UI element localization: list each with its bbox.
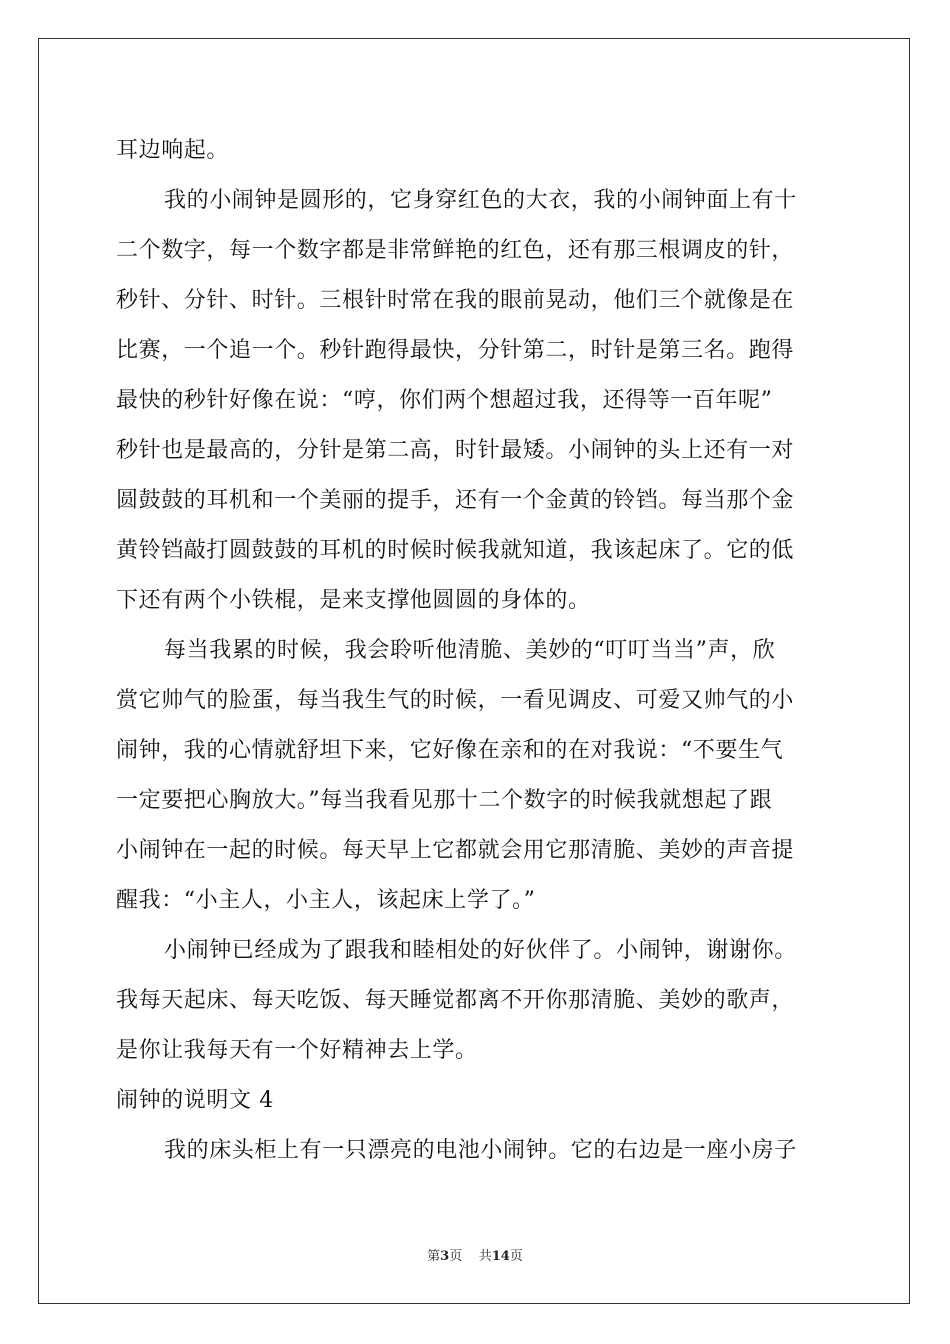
page-suffix: 页 (449, 1249, 463, 1264)
total-prefix: 共 (478, 1249, 492, 1264)
paragraph-line: 秒针、分针、时针。三根针时常在我的眼前晃动，他们三个就像是在 (116, 288, 795, 313)
paragraph-line: 我的小闹钟是圆形的，它身穿红色的大衣，我的小闹钟面上有十 (164, 188, 797, 213)
paragraph-line: 我每天起床、每天吃饭、每天睡觉都离不开你那清脆、美妙的歌声， (116, 988, 795, 1013)
paragraph-line: 每当我累的时候，我会聆听他清脆、美妙的“叮叮当当”声，欣 (164, 638, 776, 663)
paragraph-line: 秒针也是最高的，分针是第二高，时针最矮。小闹钟的头上还有一对 (116, 438, 795, 463)
paragraph-line: 下还有两个小铁棍，是来支撑他圆圆的身体的。 (116, 588, 591, 613)
page-number: 3 (440, 1249, 450, 1264)
paragraph-line: 醒我：“小主人，小主人，该起床上学了。” (116, 888, 536, 913)
total-pages: 14 (491, 1249, 510, 1264)
paragraph-line: 小闹钟在一起的时候。每天早上它都就会用它那清脆、美妙的声音提 (116, 838, 795, 863)
paragraph-line: 二个数字，每一个数字都是非常鲜艳的红色，还有那三根调皮的针， (116, 238, 795, 263)
section-heading: 闹钟的说明文 4 (116, 1088, 274, 1113)
page-footer (0, 1245, 950, 1264)
paragraph-line: 最快的秒针好像在说：“哼，你们两个想超过我，还得等一百年呢” (116, 388, 773, 413)
paragraph-line: 我的床头柜上有一只漂亮的电池小闹钟。它的右边是一座小房子 (164, 1138, 797, 1163)
paragraph-line: 一定要把心胸放大。”每当我看见那十二个数字的时候我就想起了跟 (116, 788, 773, 813)
paragraph-line: 赏它帅气的脸蛋，每当我生气的时候，一看见调皮、可爱又帅气的小 (116, 688, 795, 713)
paragraph-line: 黄铃铛敲打圆鼓鼓的耳机的时候时候我就知道，我该起床了。它的低 (116, 538, 795, 563)
total-suffix: 页 (509, 1249, 523, 1264)
paragraph-line: 小闹钟已经成为了跟我和睦相处的好伙伴了。小闹钟，谢谢你。 (164, 938, 797, 963)
page-prefix: 第 (427, 1249, 441, 1264)
paragraph-line: 耳边响起。 (116, 138, 230, 163)
paragraph-line: 闹钟，我的心情就舒坦下来，它好像在亲和的在对我说：“不要生气 (116, 738, 784, 763)
paragraph-line: 比赛，一个追一个。秒针跑得最快，分针第二，时针是第三名。跑得 (116, 338, 795, 363)
document-body (116, 126, 836, 1176)
paragraph-line: 是你让我每天有一个好精神去上学。 (116, 1038, 478, 1063)
paragraph-line: 圆鼓鼓的耳机和一个美丽的提手，还有一个金黄的铃铛。每当那个金 (116, 488, 795, 513)
